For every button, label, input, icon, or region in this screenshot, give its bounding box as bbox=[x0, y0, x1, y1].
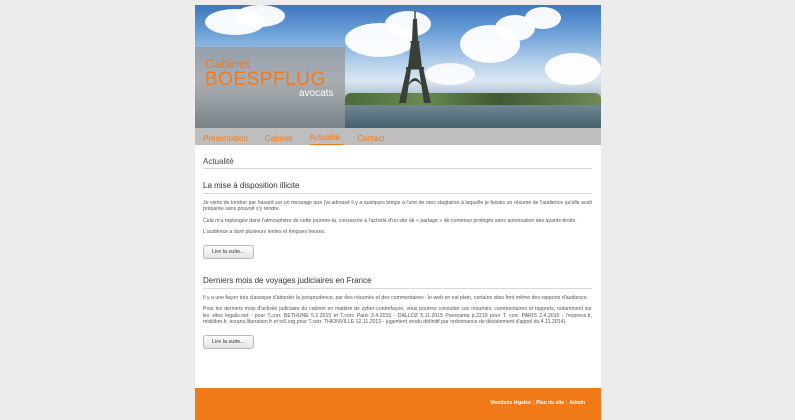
main-nav bbox=[195, 128, 601, 145]
logo-name: BOESPFLUG bbox=[205, 69, 326, 90]
article-paragraph: Pour les derniers mois d'activité judiciaire du cabinet en matière de cyber-contrefaçon, vous pourrez consulter ces résumés, commentaires et rapports, notamment sur les sites legalis.net : pour T.corr. BETHUNE 5.2.2015 et T.corr. Paris 2.4.2015 - DALLOZ 5.11.2015 Panorama p.2219 pour T. corr. PARIS 2.4.2015 - l'express.fr, midilibre.fr, ecrans.liberation.fr et tv5.org pour T.corr. THIONVILLE 12.11.2013 - jugement rendu définitif par ordonnance de désistement d'appel du 4.11.2014). bbox=[203, 306, 592, 326]
footer-link-mentions[interactable]: Mentions légales bbox=[490, 400, 531, 406]
footer-link-admin[interactable]: Admin bbox=[569, 400, 585, 406]
footer-links bbox=[490, 400, 585, 406]
nav-item-presentation[interactable]: Présentation bbox=[203, 134, 248, 143]
article-title: La mise à disposition illicite bbox=[203, 181, 592, 194]
cloud bbox=[525, 7, 561, 29]
nav-item-cabinet[interactable]: Cabinet bbox=[264, 134, 293, 143]
footer-link-plan[interactable]: Plan du site bbox=[536, 400, 565, 406]
read-more-button[interactable]: Lire la suite... bbox=[203, 245, 254, 259]
cloud bbox=[425, 63, 475, 85]
cloud bbox=[235, 5, 285, 27]
main-content bbox=[203, 157, 592, 366]
logo[interactable] bbox=[195, 47, 345, 128]
nav-item-contact[interactable]: Contact bbox=[357, 134, 385, 143]
river bbox=[345, 105, 601, 128]
eiffel-tower-icon bbox=[398, 11, 432, 103]
read-more-button[interactable]: Lire la suite... bbox=[203, 335, 254, 349]
logo-avocats: avocats bbox=[299, 88, 334, 99]
article-paragraph: L'audience a duré plusieurs lentes et longues heures. bbox=[203, 228, 326, 235]
footer bbox=[195, 388, 601, 420]
nav-item-actualite[interactable]: Actualité bbox=[310, 133, 344, 145]
footer-separator: | bbox=[566, 400, 568, 406]
cloud bbox=[545, 53, 601, 85]
article bbox=[203, 276, 592, 349]
header-banner bbox=[195, 5, 601, 128]
article-paragraph: Cela m'a replongée dans l'atmosphère de cette journée-là, consacrée à l'activité d'un site de « partage » de contenus protégés sans autorisation des ayants-droits. bbox=[203, 217, 577, 224]
footer-separator: | bbox=[532, 400, 535, 406]
page-title: Actualité bbox=[203, 157, 592, 169]
article-paragraph: Il y a une façon très classique d'aborder la jurisprudence, par des résumés et des commentaires : le web en est plein, certains sites font même des rapports d'audience. bbox=[203, 295, 589, 302]
article-paragraph: Je viens de tomber par hasard sur un message que j'ai adressé il y a quelques temps à l'une de mes stagiaires à laquelle je faisais un résumé de l'audience qu'elle avait préparée sans pouvoir s'y rendre. bbox=[203, 200, 592, 213]
logo-cabinet: Cabinet bbox=[205, 56, 250, 71]
article bbox=[203, 181, 592, 259]
page-container bbox=[195, 5, 601, 420]
article-title: Derniers mois de voyages judiciaires en France bbox=[203, 276, 592, 289]
